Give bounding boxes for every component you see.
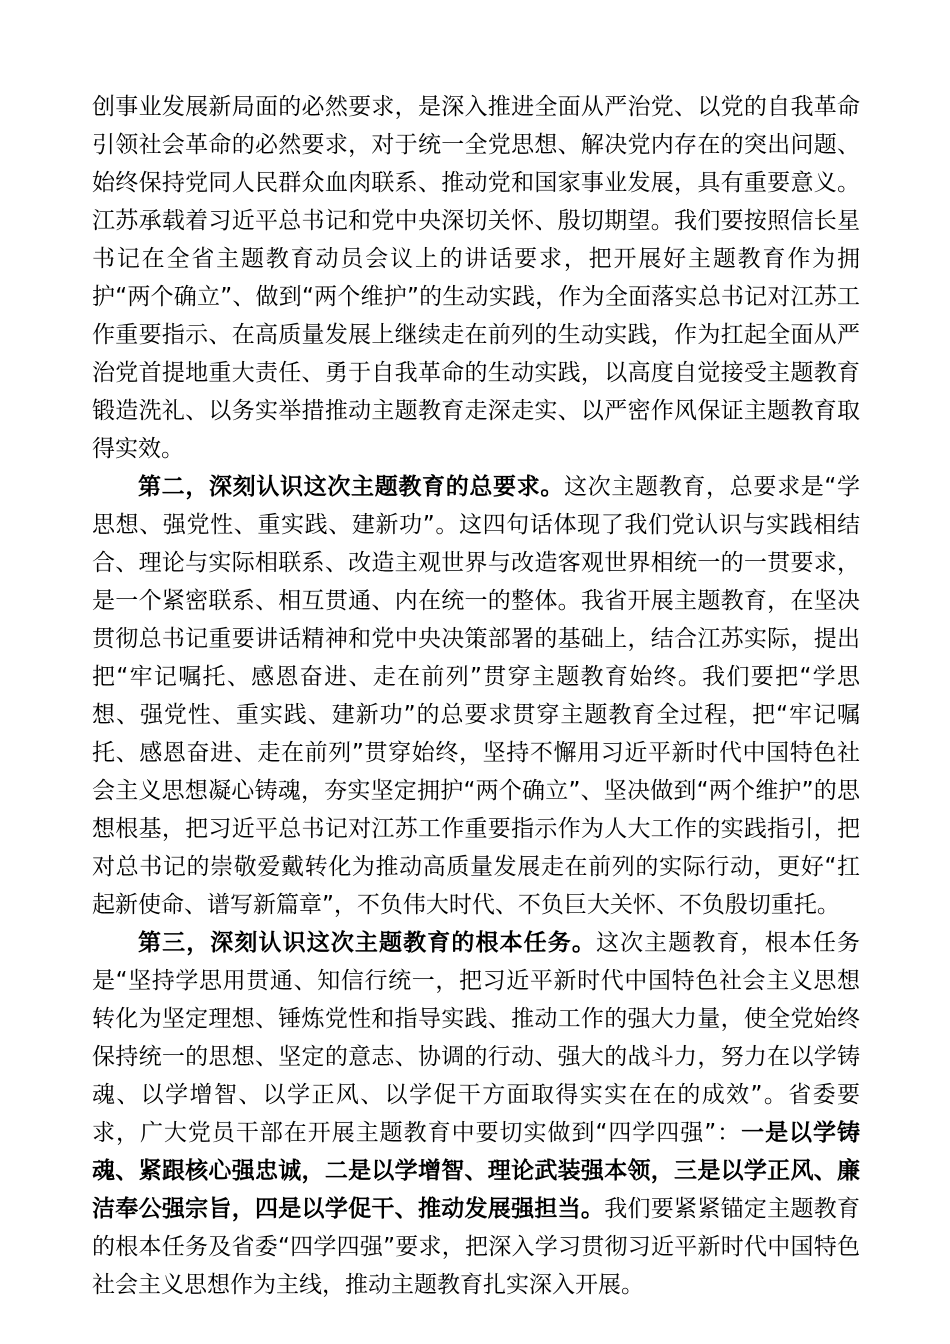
paragraph-3-bold-list: 一是以学铸魂、紧跟核心强忠诚，二是以学增智、理论武装强本领，三是以学正风、廉洁奉公强宗旨，四是以学促干、推动发展强担当。 <box>92 1120 860 1222</box>
document-page <box>92 88 860 1304</box>
paragraph-3-text-b: 我们要紧紧锚定主题教育的根本任务及省委“四学四强”要求，把深入学习贯彻习近平新时代中国特色社会主义思想作为主线，推动主题教育扎实深入开展。 <box>92 1196 860 1298</box>
paragraph-2-text: 这次主题教育，总要求是“学思想、强党性、重实践、建新功”。这四句话体现了我们党认识与实践相结合、理论与实际相联系、改造主观世界与改造客观世界相统一的一贯要求，是一个紧密联系、相互贯通、内在统一的整体。我省开展主题教育，在坚决贯彻总书记重要讲话精神和党中央决策部署的基础上，结合江苏实际，提出把“牢记嘱托、感恩奋进、走在前列”贯穿主题教育始终。我们要把“学思想、强党性、重实践、建新功”的总要求贯穿主题教育全过程，把“牢记嘱托、感恩奋进、走在前列”贯穿始终，坚持不懈用习近平新时代中国特色社会主义思想凝心铸魂，夯实坚定拥护“两个确立”、坚决做到“两个维护”的思想根基，把习近平总书记对江苏工作重要指示作为人大工作的实践指引，把对总书记的崇敬爱戴转化为推动高质量发展走在前列的实际行动，更好“扛起新使命、谱写新篇章”，不负伟大时代、不负巨大关怀、不负殷切重托。 <box>92 474 860 918</box>
paragraph-1-text: 创事业发展新局面的必然要求，是深入推进全面从严治党、以党的自我革命引领社会革命的必然要求，对于统一全党思想、解决党内存在的突出问题、始终保持党同人民群众血肉联系、推动党和国家事业发展，具有重要意义。江苏承载着习近平总书记和党中央深切关怀、殷切期望。我们要按照信长星书记在全省主题教育动员会议上的讲话要求，把开展好主题教育作为拥护“两个确立”、做到“两个维护”的生动实践，作为全面落实总书记对江苏工作重要指示、在高质量发展上继续走在前列的生动实践，作为扛起全面从严治党首提地重大责任、勇于自我革命的生动实践，以高度自觉接受主题教育锻造洗礼、以务实举措推动主题教育走深走实、以严密作风保证主题教育取得实效。 <box>92 94 860 462</box>
paragraph-1 <box>92 88 860 468</box>
paragraph-3-heading: 第三，深刻认识这次主题教育的根本任务。 <box>138 930 596 956</box>
paragraph-3-text-a: 这次主题教育，根本任务是“坚持学思用贯通、知信行统一，把习近平新时代中国特色社会主义思想转化为坚定理想、锤炼党性和指导实践、推动工作的强大力量，使全党始终保持统一的思想、坚定的意志、协调的行动、强大的战斗力，努力在以学铸魂、以学增智、以学正风、以学促干方面取得实实在在的成效”。省委要求，广大党员干部在开展主题教育中要切实做到“四学四强”： <box>92 930 861 1146</box>
paragraph-2 <box>92 468 860 924</box>
paragraph-3 <box>92 924 860 1304</box>
paragraph-2-heading: 第二，深刻认识这次主题教育的总要求。 <box>138 474 565 500</box>
